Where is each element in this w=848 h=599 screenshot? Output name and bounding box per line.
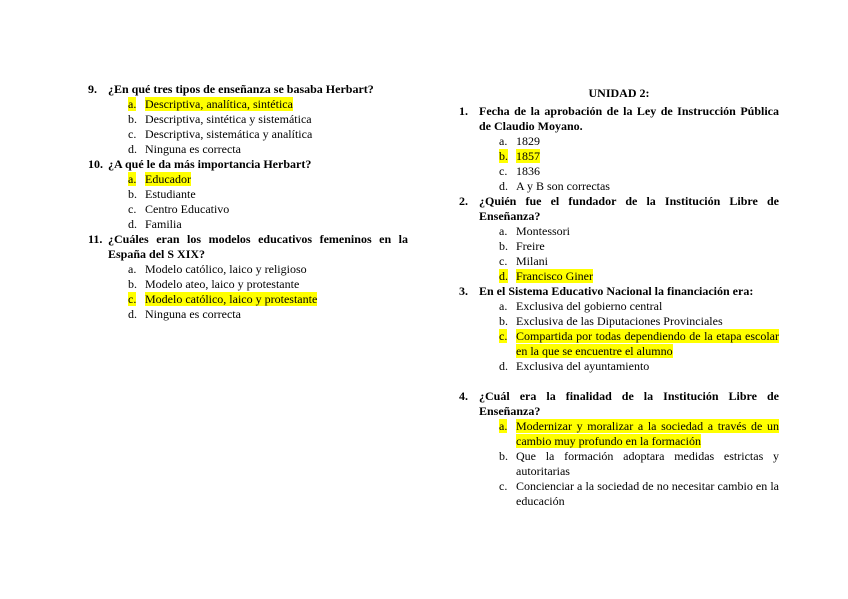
option-label: Modelo ateo, laico y protestante <box>145 277 300 291</box>
option-label: Ninguna es correcta <box>145 142 241 156</box>
option-list <box>479 419 779 509</box>
option-text <box>145 217 408 232</box>
question-text: ¿Quién fue el fundador de la Institución Libre de Enseñanza? <box>479 194 779 223</box>
option-letter: c. <box>499 479 508 493</box>
question-heading <box>88 157 408 172</box>
option-letter: a. <box>499 299 508 313</box>
option-text <box>516 224 779 239</box>
option-label: Exclusiva del ayuntamiento <box>516 359 650 373</box>
question-heading <box>459 194 779 224</box>
option-text <box>145 142 408 157</box>
option-text-highlighted <box>145 97 408 112</box>
option-letter: d. <box>499 179 508 193</box>
option-item <box>479 224 779 239</box>
option-item <box>108 172 408 187</box>
question-right-1 <box>459 194 779 284</box>
option-label: Concienciar a la sociedad de no necesitar cambio en la educación <box>516 479 779 508</box>
option-label: Estudiante <box>145 187 196 201</box>
option-item <box>479 149 779 164</box>
option-item <box>479 329 779 359</box>
option-label: Exclusiva de las Diputaciones Provinciales <box>516 314 723 328</box>
option-letter-mark: c. <box>128 292 137 306</box>
option-label: Compartida por todas dependiendo de la etapa escolar en la que se encuentre el alumno <box>516 329 779 358</box>
option-text <box>145 202 408 217</box>
option-letter-mark: a. <box>128 172 137 186</box>
option-letter: a. <box>499 134 508 148</box>
option-label: Descriptiva, sintética y sistemática <box>145 112 312 126</box>
option-text <box>145 112 408 127</box>
option-letter: d. <box>128 307 137 321</box>
left-column <box>88 82 408 322</box>
option-text-highlighted <box>516 149 779 164</box>
question-heading <box>459 104 779 134</box>
option-item <box>108 127 408 142</box>
option-item <box>479 419 779 449</box>
option-label: Modernizar y moralizar a la sociedad a través de un cambio muy profundo en la formación <box>516 419 779 448</box>
option-list <box>479 134 779 194</box>
option-label: Milani <box>516 254 548 268</box>
option-label: 1829 <box>516 134 540 148</box>
question-text: Fecha de la aprobación de la Ley de Instrucción Pública de Claudio Moyano. <box>479 104 779 133</box>
option-text <box>516 359 779 374</box>
option-text <box>516 479 779 509</box>
question-number: 10. <box>88 157 103 171</box>
option-text <box>516 239 779 254</box>
option-letter: d. <box>128 142 137 156</box>
question-text: En el Sistema Educativo Nacional la financiación era: <box>479 284 754 298</box>
question-text: ¿A qué le da más importancia Herbart? <box>108 157 312 171</box>
option-label: Descriptiva, sistemática y analítica <box>145 127 313 141</box>
option-item <box>108 142 408 157</box>
option-item <box>108 217 408 232</box>
option-list <box>108 262 408 322</box>
option-item <box>108 112 408 127</box>
option-letter <box>479 269 516 284</box>
option-letter: b. <box>499 314 508 328</box>
option-list <box>479 299 779 374</box>
option-item <box>108 187 408 202</box>
option-text <box>145 127 408 142</box>
option-letter: a. <box>128 262 137 276</box>
option-text <box>516 299 779 314</box>
option-text-highlighted <box>516 329 779 359</box>
option-letter: c. <box>499 254 508 268</box>
option-item <box>479 254 779 269</box>
question-right-0 <box>459 104 779 194</box>
option-item <box>479 164 779 179</box>
option-label: Modelo católico, laico y protestante <box>145 292 318 306</box>
question-left-2 <box>88 232 408 322</box>
option-item <box>479 179 779 194</box>
option-letter-mark: c. <box>499 329 508 343</box>
option-list <box>108 97 408 157</box>
question-number: 4. <box>459 389 468 403</box>
option-letter-mark: b. <box>499 149 508 163</box>
option-text <box>516 254 779 269</box>
option-letter: b. <box>499 449 508 463</box>
option-text <box>145 262 408 277</box>
question-left-1 <box>88 157 408 232</box>
option-item <box>108 262 408 277</box>
option-letter <box>108 97 145 112</box>
option-text <box>145 187 408 202</box>
option-letter: c. <box>128 202 137 216</box>
question-heading <box>459 389 779 419</box>
option-letter <box>108 172 145 187</box>
question-left-0 <box>88 82 408 157</box>
option-item <box>479 134 779 149</box>
option-label: Modelo católico, laico y religioso <box>145 262 307 276</box>
option-letter <box>479 419 516 449</box>
option-label: Educador <box>145 172 191 186</box>
option-letter-mark: d. <box>499 269 508 283</box>
unit-title: UNIDAD 2: <box>588 86 650 100</box>
question-heading <box>88 82 408 97</box>
option-text <box>145 307 408 322</box>
option-text-highlighted <box>145 172 408 187</box>
option-item <box>108 277 408 292</box>
option-item <box>108 307 408 322</box>
right-column <box>459 82 779 509</box>
option-item <box>479 239 779 254</box>
option-item <box>479 359 779 374</box>
question-text: ¿En qué tres tipos de enseñanza se basaba Herbart? <box>108 82 374 96</box>
option-letter: b. <box>499 239 508 253</box>
option-item <box>479 269 779 284</box>
option-letter <box>108 292 145 307</box>
option-item <box>108 97 408 112</box>
option-label: Exclusiva del gobierno central <box>516 299 663 313</box>
option-letter: c. <box>128 127 137 141</box>
option-letter-mark: a. <box>499 419 508 433</box>
option-letter: a. <box>499 224 508 238</box>
option-label: A y B son correctas <box>516 179 610 193</box>
option-text <box>516 314 779 329</box>
question-number: 3. <box>459 284 468 298</box>
option-letter: b. <box>128 187 137 201</box>
option-label: Que la formación adoptara medidas estrictas y autoritarias <box>516 449 779 478</box>
option-item <box>479 449 779 479</box>
option-label: Francisco Giner <box>516 269 593 283</box>
option-label: Centro Educativo <box>145 202 230 216</box>
option-text-highlighted <box>145 292 408 307</box>
option-text <box>516 164 779 179</box>
option-label: Descriptiva, analítica, sintética <box>145 97 293 111</box>
option-letter: d. <box>499 359 508 373</box>
option-letter: b. <box>128 112 137 126</box>
option-letter <box>479 329 516 359</box>
question-number: 1. <box>459 104 468 118</box>
option-label: Familia <box>145 217 182 231</box>
question-right-2 <box>459 284 779 374</box>
question-right-3 <box>459 389 779 509</box>
option-text <box>516 449 779 479</box>
option-text <box>516 134 779 149</box>
option-label: Montessori <box>516 224 570 238</box>
option-label: Ninguna es correcta <box>145 307 241 321</box>
option-list <box>479 224 779 284</box>
question-heading <box>459 284 779 299</box>
option-item <box>108 292 408 307</box>
option-text-highlighted <box>516 269 779 284</box>
question-number: 11. <box>88 232 103 246</box>
option-text-highlighted <box>516 419 779 449</box>
question-number: 9. <box>88 82 97 96</box>
option-item <box>479 479 779 509</box>
option-list <box>108 172 408 232</box>
option-label: 1857 <box>516 149 540 163</box>
option-label: Freire <box>516 239 545 253</box>
option-item <box>108 202 408 217</box>
option-letter: b. <box>128 277 137 291</box>
question-text: ¿Cuál era la finalidad de la Institución Libre de Enseñanza? <box>479 389 779 418</box>
option-item <box>479 314 779 329</box>
question-text: ¿Cuáles eran los modelos educativos femeninos en la España del S XIX? <box>108 232 408 261</box>
question-heading <box>88 232 408 262</box>
question-number: 2. <box>459 194 468 208</box>
option-letter: d. <box>128 217 137 231</box>
option-text <box>516 179 779 194</box>
option-letter-mark: a. <box>128 97 137 111</box>
option-item <box>479 299 779 314</box>
option-text <box>145 277 408 292</box>
option-label: 1836 <box>516 164 540 178</box>
option-letter <box>479 149 516 164</box>
option-letter: c. <box>499 164 508 178</box>
